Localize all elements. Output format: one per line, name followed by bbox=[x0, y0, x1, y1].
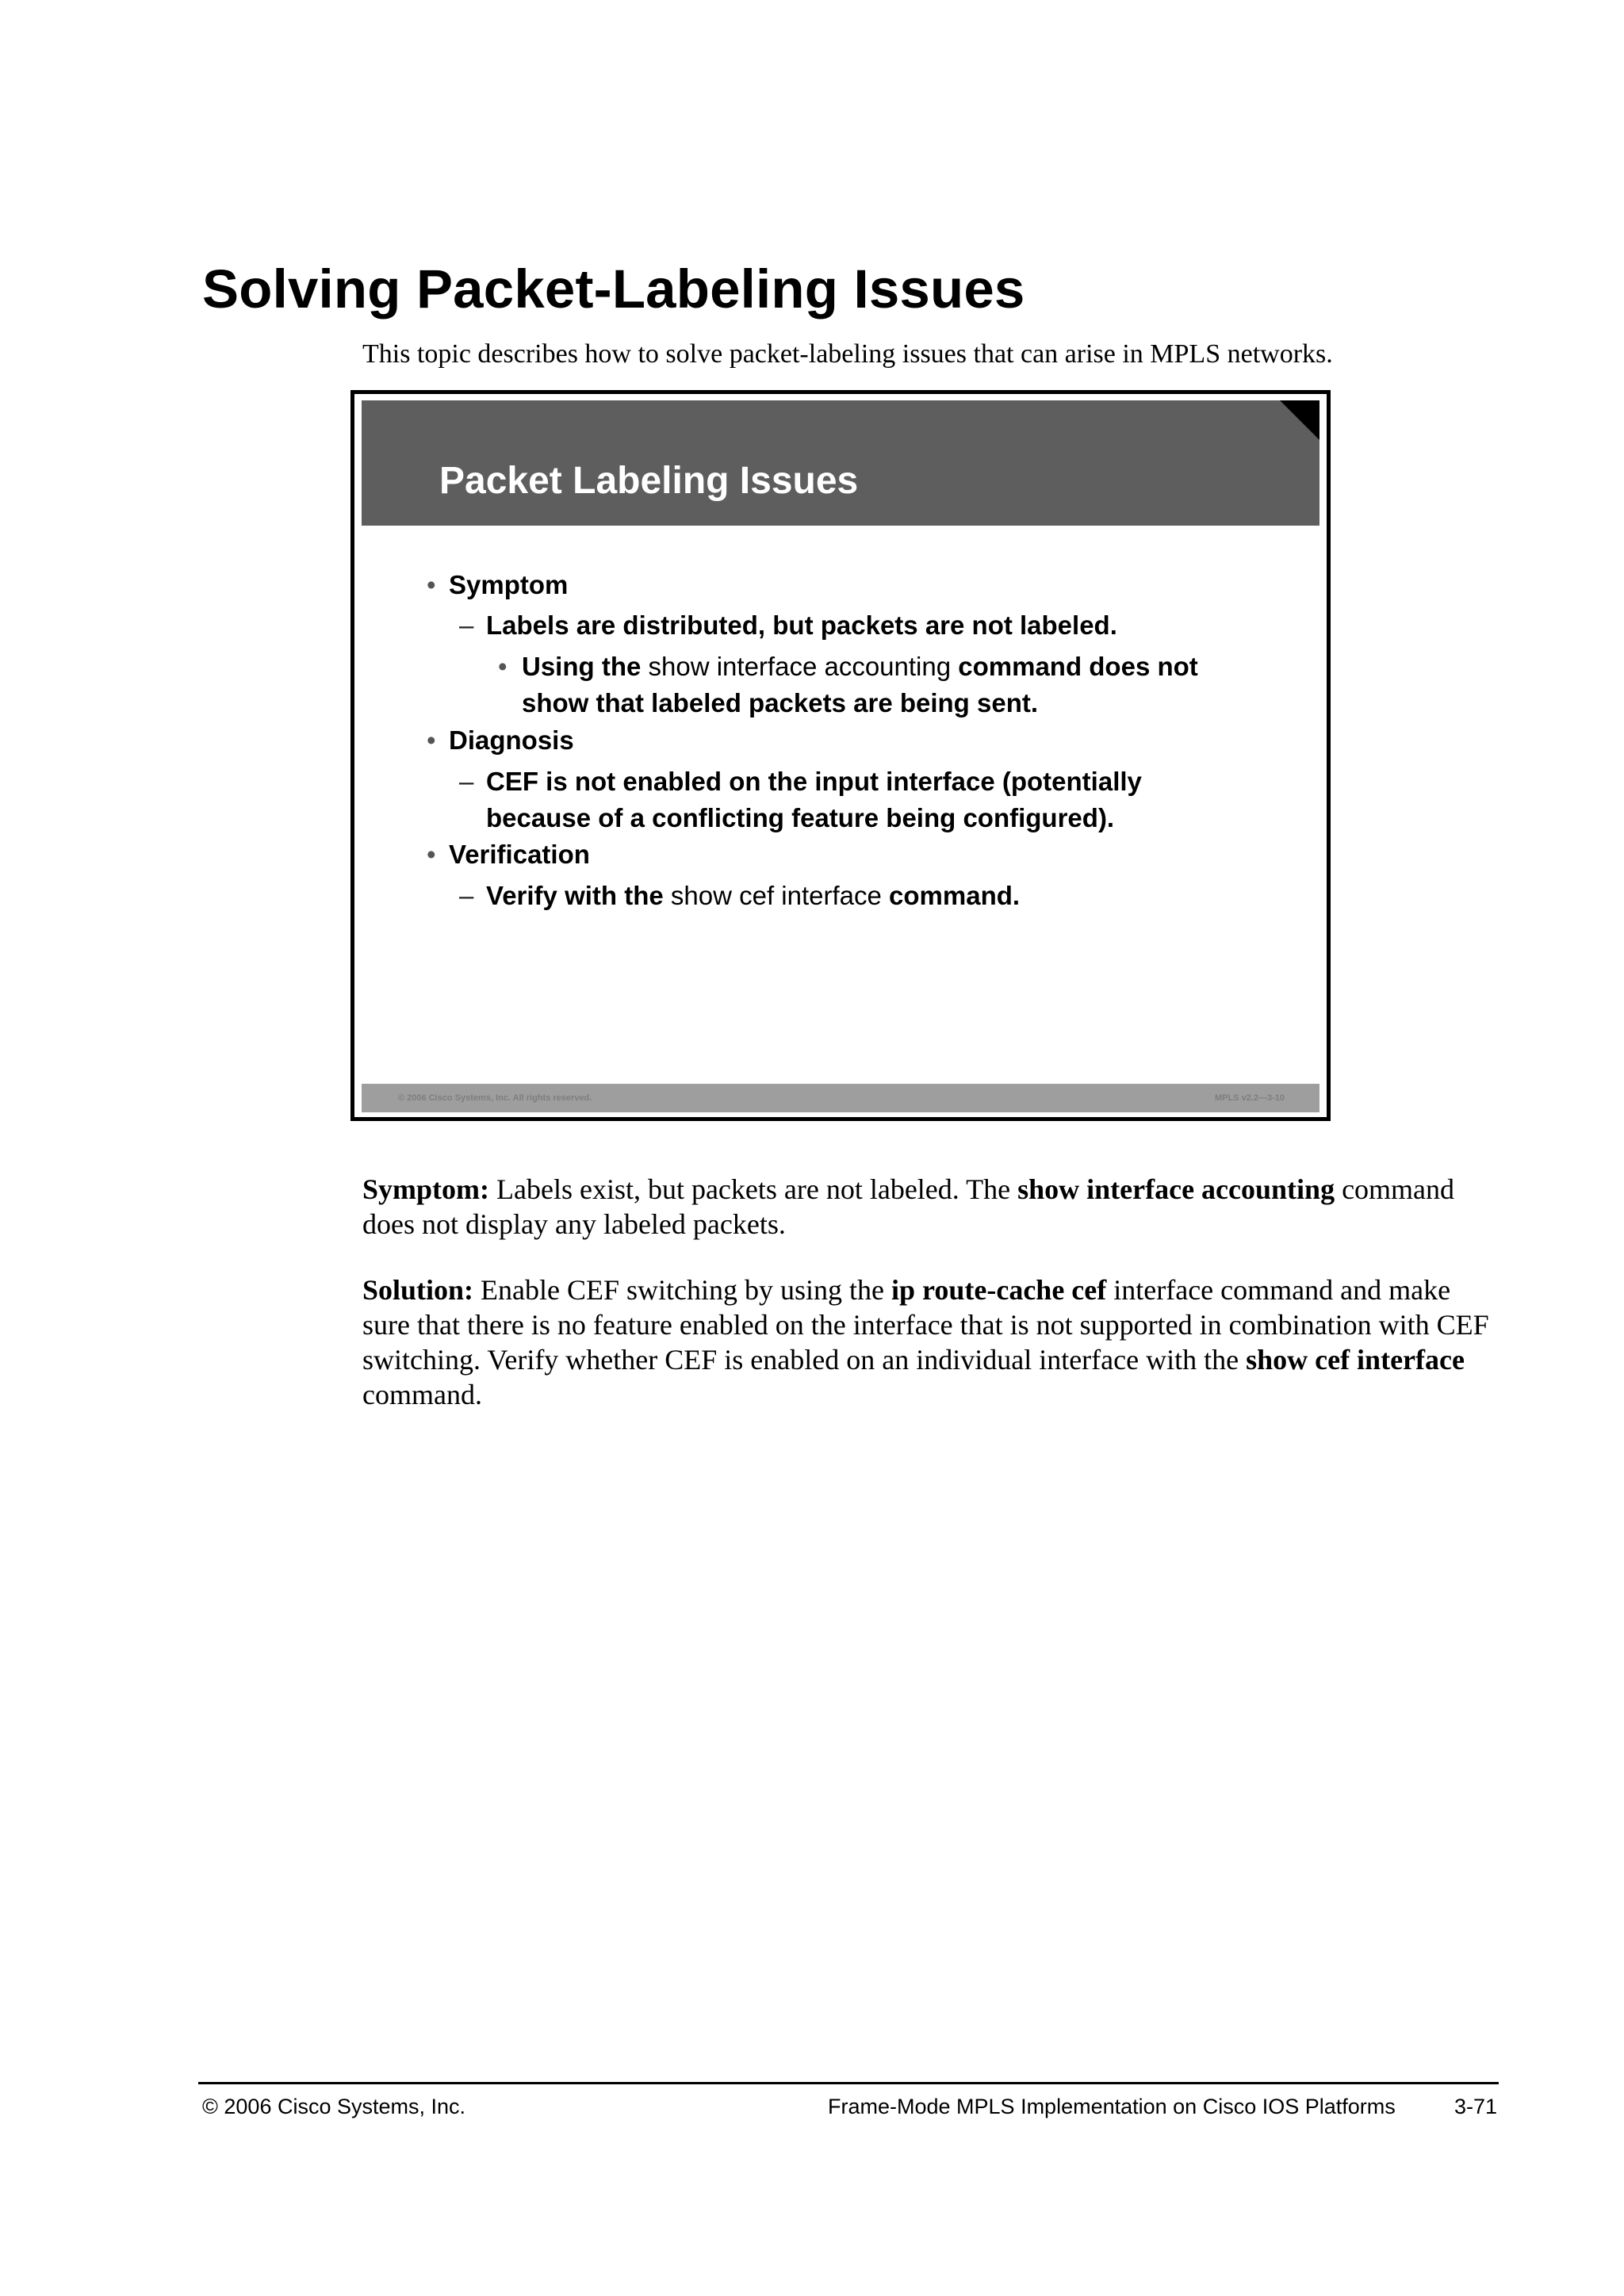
bullet-verification-detail: – Verify with the show cef interface command. bbox=[485, 878, 1020, 914]
bullet-symptom-detail: – Labels are distributed, but packets are not labeled. bbox=[485, 607, 1117, 644]
dash-icon: – bbox=[459, 767, 474, 796]
symptom-label: Symptom: bbox=[362, 1173, 489, 1205]
command-text: show cef interface bbox=[1246, 1344, 1465, 1376]
slide-figure bbox=[350, 390, 1331, 1121]
symptom-paragraph: Symptom: Labels exist, but packets are not labeled. The show interface accounting command does not display any labeled packets. bbox=[362, 1173, 1455, 1240]
slide-bullets bbox=[362, 526, 1320, 1081]
bullet-dot-icon: • bbox=[427, 570, 436, 599]
command-text: ip route-cache cef bbox=[891, 1274, 1107, 1306]
slide-copyright: © 2006 Cisco Systems, Inc. All rights reserved. bbox=[398, 1093, 592, 1103]
command-text: show cef interface bbox=[670, 881, 882, 910]
bullet-dot-icon: • bbox=[427, 840, 436, 869]
bullet-symptom: • Symptom bbox=[449, 567, 568, 603]
command-text: show interface accounting bbox=[1017, 1173, 1335, 1205]
dash-icon: – bbox=[459, 610, 474, 640]
dash-icon: – bbox=[459, 881, 474, 910]
footer-book-title: Frame-Mode MPLS Implementation on Cisco IOS Platforms bbox=[828, 2095, 1396, 2118]
bullet-diagnosis-detail: – CEF is not enabled on the input interface (potentially because of a conflicting feature being configured). bbox=[485, 763, 1142, 836]
slide-footer bbox=[362, 1084, 1320, 1112]
slide-number: MPLS v2.2—3-10 bbox=[1214, 1093, 1285, 1103]
slide-header bbox=[362, 400, 1320, 526]
command-text: show interface accounting bbox=[648, 652, 952, 681]
footer-copyright: © 2006 Cisco Systems, Inc. bbox=[202, 2095, 466, 2118]
bullet-dot-icon: • bbox=[498, 652, 508, 681]
footer-divider bbox=[198, 2082, 1499, 2084]
slide-title: Packet Labeling Issues bbox=[439, 460, 859, 502]
bullet-accounting: • Using the show interface accounting command does not show that labeled packets are being sent. bbox=[520, 649, 1198, 721]
footer-page-number: 3-71 bbox=[1454, 2095, 1498, 2118]
bullet-diagnosis: • Diagnosis bbox=[449, 722, 574, 759]
solution-label: Solution: bbox=[362, 1274, 474, 1306]
intro-text: This topic describes how to solve packet-labeling issues that can arise in MPLS networks. bbox=[362, 339, 1333, 369]
corner-triangle-icon bbox=[1280, 400, 1320, 440]
bullet-verification: • Verification bbox=[449, 836, 590, 873]
bullet-dot-icon: • bbox=[427, 725, 436, 755]
page-title: Solving Packet-Labeling Issues bbox=[202, 258, 1025, 320]
solution-paragraph: Solution: Enable CEF switching by using the ip route-cache cef interface command and make sure that there is no feature enabled on the interface that is not supported in combination with CEF switching. Verify whether CEF is enabled on an individual interface with the show cef interface command. bbox=[362, 1274, 1489, 1410]
